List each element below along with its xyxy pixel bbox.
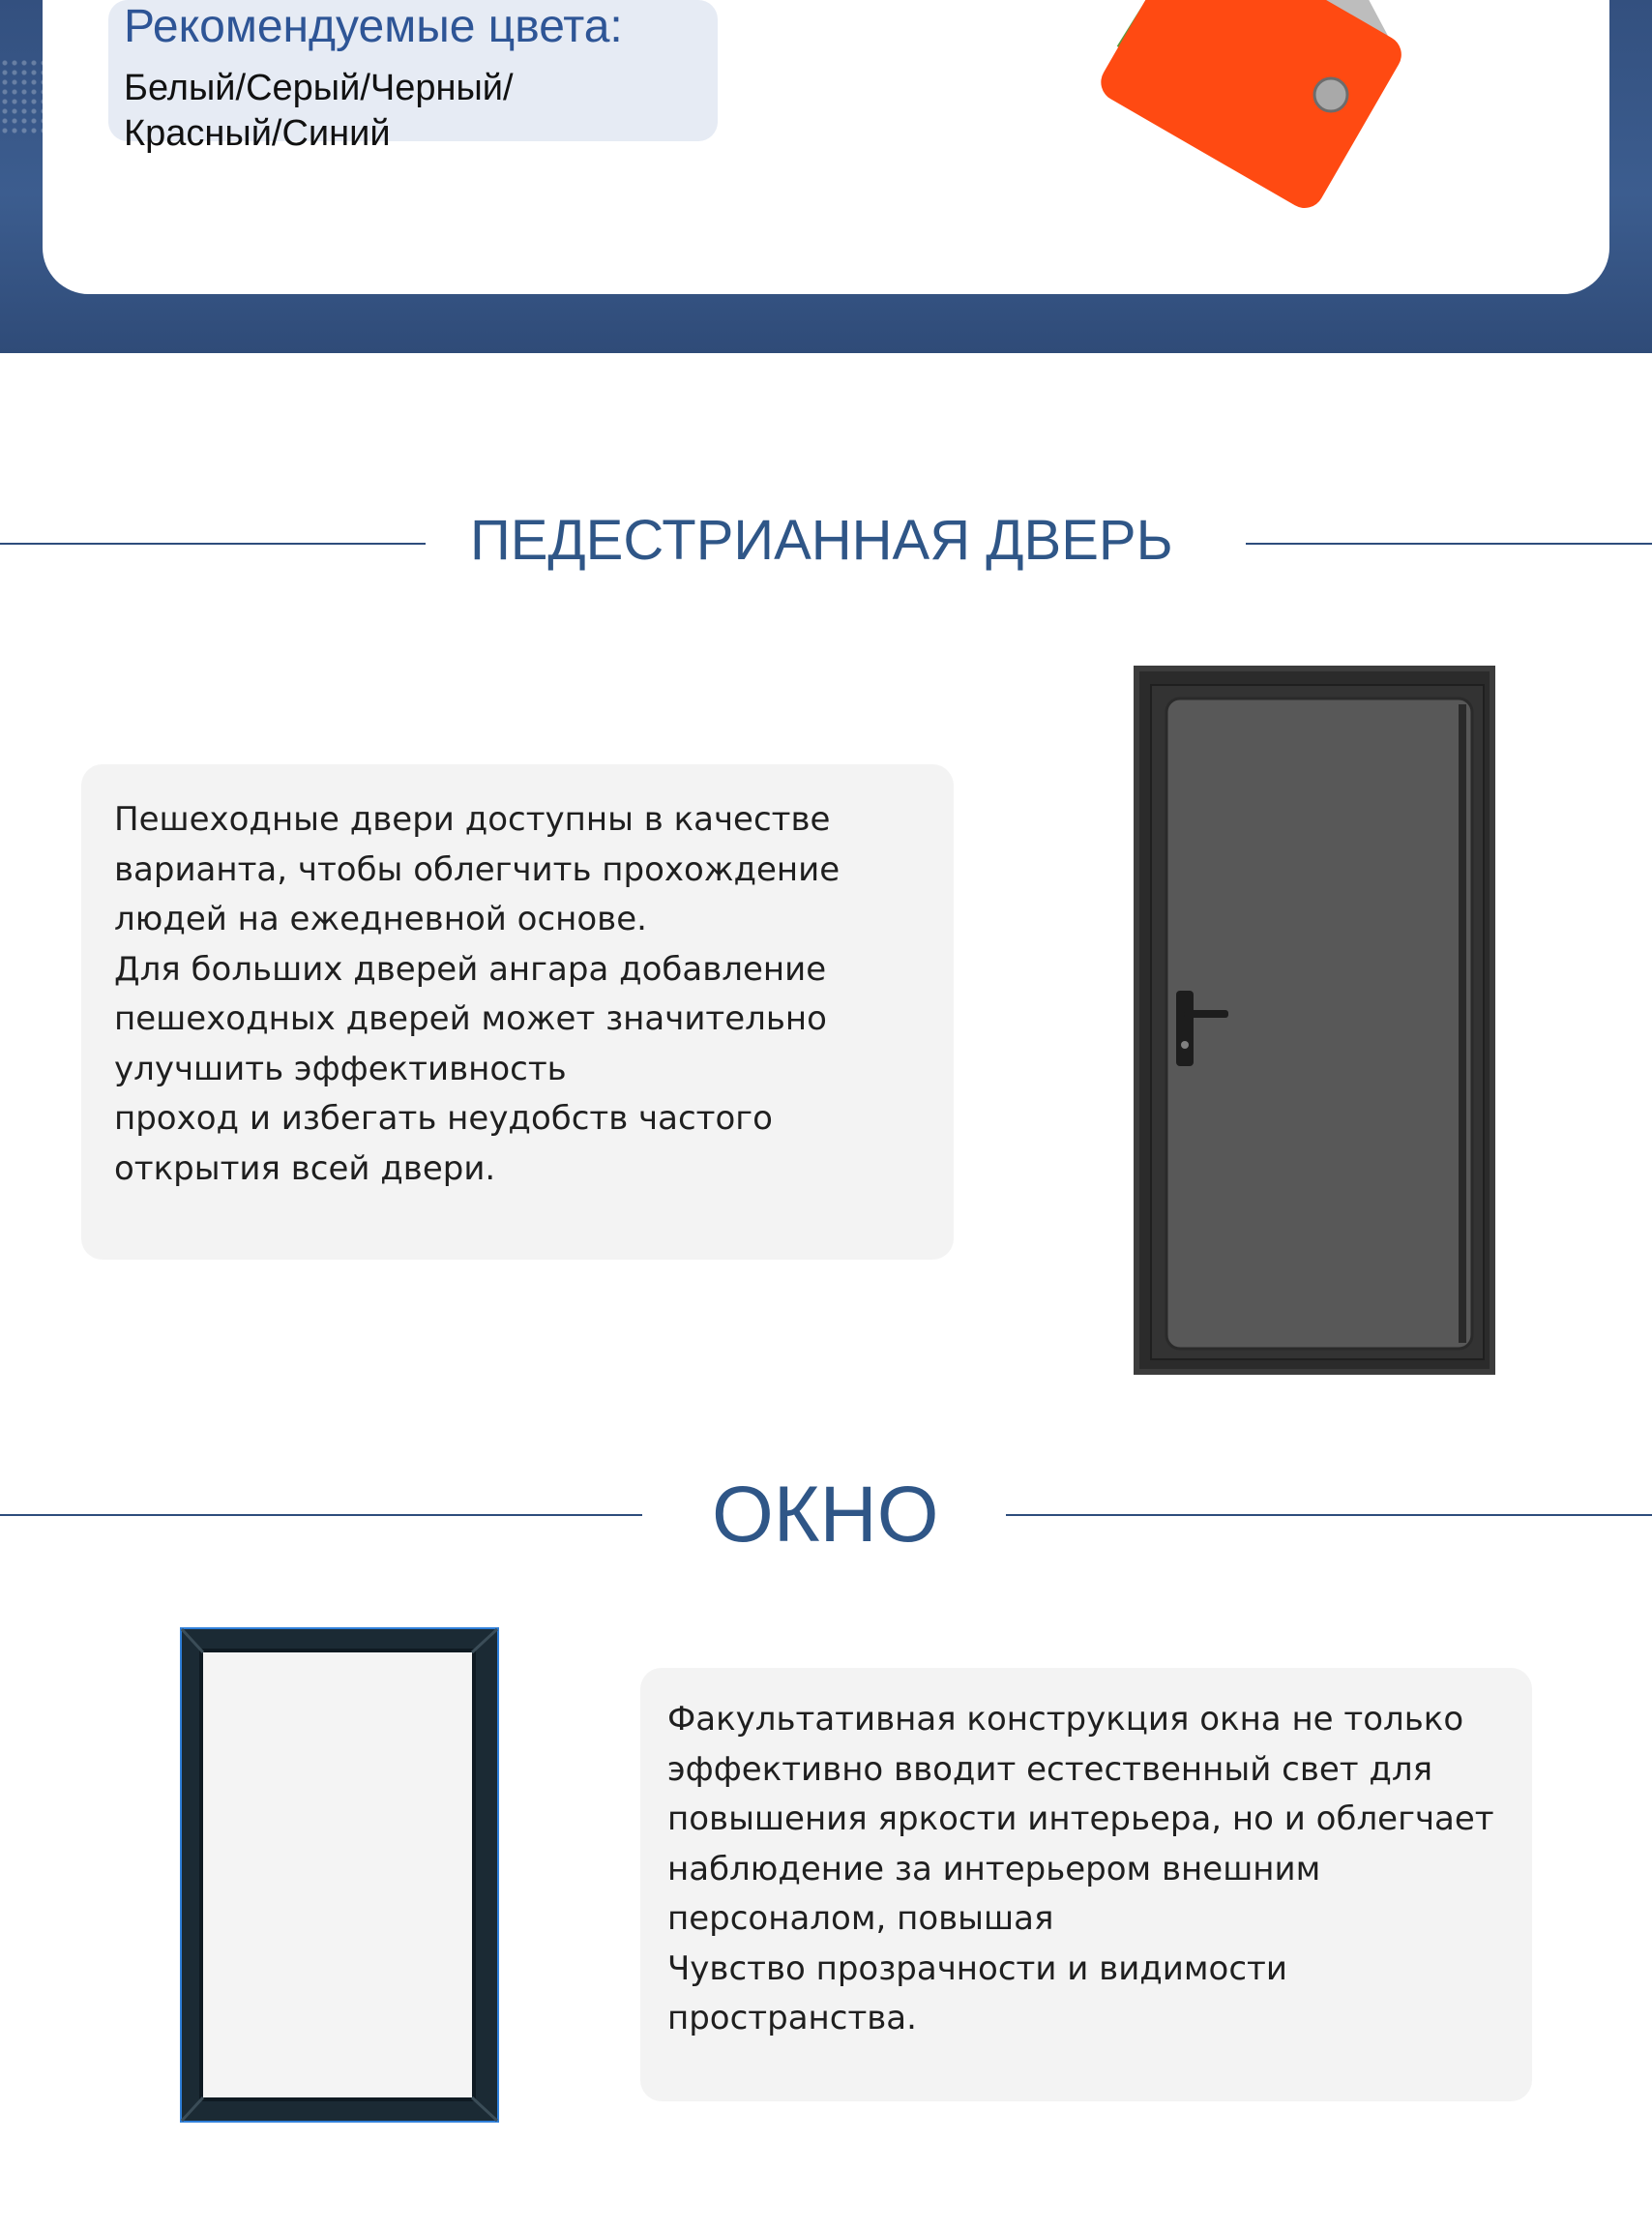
decorative-dots bbox=[0, 58, 43, 135]
top-banner bbox=[0, 0, 1652, 353]
pedestrian-door-description: Пешеходные двери доступны в качестве варианта, чтобы облегчить прохождение людей на ежедневной основе. Для больших дверей ангара добавление пешеходных дверей может значительно улучшить эффективность проход и избегать неудобств частого открытия всей двери. bbox=[114, 800, 841, 1188]
recommended-colors-list: Белый/Серый/Черный/ Красный/Синий bbox=[124, 68, 514, 154]
orange-swatch bbox=[1094, 0, 1408, 215]
pedestrian-door-text-box bbox=[81, 764, 954, 1260]
window-image bbox=[180, 1627, 499, 2123]
window-description: Факультативная конструкция окна не только эффективно вводит естественный свет для повышения яркости интерьера, но и облегчает наблюдение за интерьером внешним персоналом, повышая Чувство прозрачности и видимости пространства. bbox=[667, 1700, 1494, 2037]
window-divider-left bbox=[0, 1514, 642, 1516]
colors-card bbox=[43, 0, 1609, 294]
color-swatch-fan-image bbox=[884, 0, 1503, 242]
window-divider-right bbox=[1006, 1514, 1652, 1516]
divider-right bbox=[1246, 543, 1652, 545]
window-title: ОКНО bbox=[712, 1471, 939, 1559]
swatch-pin bbox=[1314, 78, 1347, 111]
recommended-colors-box bbox=[108, 0, 718, 154]
recommended-colors-title: Рекомендуемые цвета: bbox=[124, 1, 623, 52]
divider-left bbox=[0, 543, 426, 545]
pedestrian-door-image bbox=[1134, 666, 1495, 1375]
window-text-box bbox=[640, 1668, 1532, 2101]
pedestrian-door-title: ПЕДЕСТРИАННАЯ ДВЕРЬ bbox=[470, 509, 1173, 572]
